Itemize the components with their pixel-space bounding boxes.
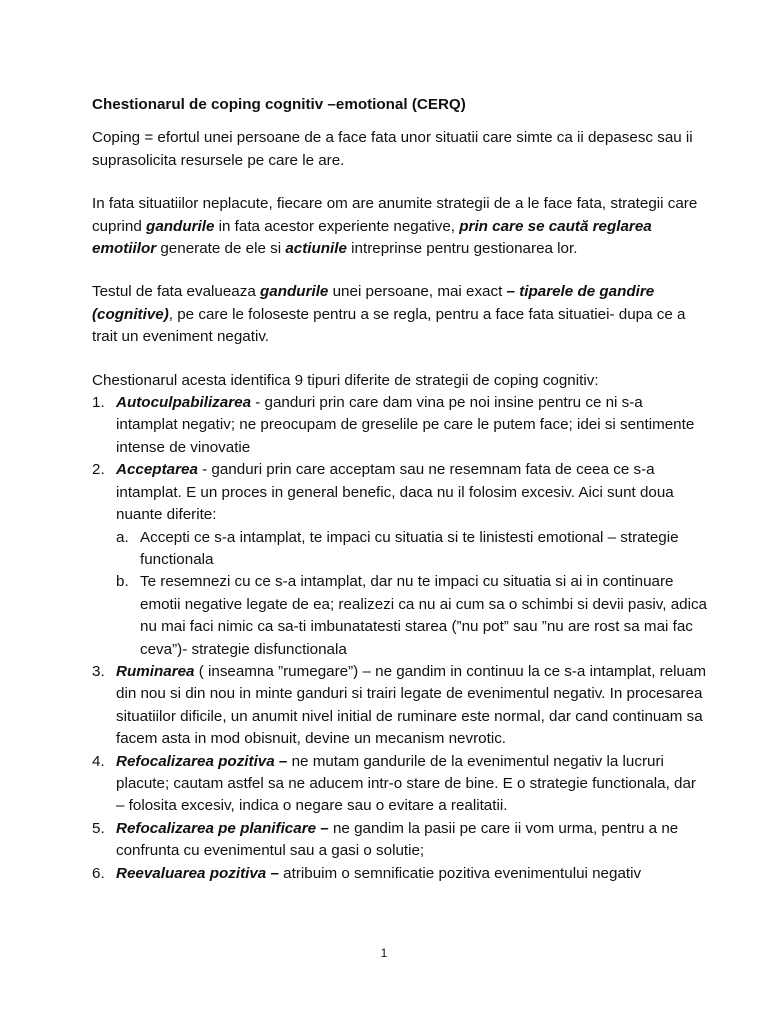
p2-text-3: generate de ele si xyxy=(156,240,286,258)
sublist-item-letter: a. xyxy=(116,528,129,546)
p2-emphasis-gandurile: gandurile xyxy=(146,217,215,235)
coping-definition: Coping = efortul unei persoane de a face fata unor situatii care simte ca ii depasesc sau ii suprasolicita resursele pe care le are. xyxy=(92,129,693,169)
list-item-text: ne mutam gandurile de la evenimentul negativ la lucruri placute; cautam astfel sa ne aducem intr-o stare de bine. E o strategie functionala, dar – folosita excesiv, indica o negare sau o evitare a realitatii. xyxy=(116,752,696,815)
list-item-autoculpabilizarea xyxy=(92,392,708,459)
sublist-item-a xyxy=(116,527,708,572)
p2-text-2: in fata acestor experiente negative, xyxy=(214,217,460,235)
strategies-intro: Chestionarul acesta identifica 9 tipuri diferite de strategii de coping cognitiv: xyxy=(92,371,599,389)
paragraph-strategies xyxy=(92,193,708,260)
document-title: Chestionarul de coping cognitiv –emotional (CERQ) xyxy=(92,96,466,113)
list-item-refocalizarea-pozitiva xyxy=(92,751,708,818)
p2-text-1: In fata situatiilor neplacute, fiecare om are anumite strategii de a le face fata, strategii care cuprind xyxy=(92,195,698,235)
list-item-term: Acceptarea xyxy=(116,461,198,479)
page-number: 1 xyxy=(380,946,388,960)
list-item-number: 4. xyxy=(92,752,105,770)
list-item-text: ne gandim la pasii pe care ii vom urma, pentru a ne confrunta cu evenimentul sau a gasi o solutie; xyxy=(116,819,679,860)
list-item-number: 6. xyxy=(92,864,105,882)
sublist-item-text: Te resemnezi cu ce s-a intamplat, dar nu te impaci cu situatia si ai in continuare emotii negative legate de ea; realizezi ca nu ai cum sa o schimbi si devii pasiv, adica nu mai faci nimic ca sa-ti imbunatatesti starea (”nu pot” sau ”nu are rost sa mai fac ceva”)- strategie disfunctionala xyxy=(140,573,708,658)
p2-emphasis-actiunile: actiunile xyxy=(285,240,347,258)
list-item-term: Autoculpabilizarea xyxy=(116,394,252,412)
strategies-list xyxy=(92,392,708,885)
p3-text-3: , pe care le foloseste pentru a se regla, pentru a face fata situatiei- dupa ce a trait un eveniment negativ. xyxy=(92,305,686,346)
p3-emphasis-gandurile: gandurile xyxy=(260,283,329,301)
list-item-number: 5. xyxy=(92,819,105,837)
list-item-number: 1. xyxy=(92,394,105,412)
p3-emphasis-tiparele: – tiparele de gandire (cognitive) xyxy=(92,283,655,323)
list-item-term: Ruminarea xyxy=(116,662,195,680)
list-item-text: - ganduri prin care acceptam sau ne resemnam fata de ceea ce s-a intamplat. E un proces in general benefic, daca nu il folosim excesiv. Aici sunt doua nuante diferite: xyxy=(116,461,674,524)
list-item-term: Refocalizarea pozitiva – xyxy=(116,752,288,770)
acceptarea-sublist xyxy=(116,527,708,661)
p3-text-2: unei persoane, mai exact xyxy=(328,283,507,301)
list-item-number: 3. xyxy=(92,662,105,680)
p3-text-1: Testul de fata evalueaza xyxy=(92,283,261,301)
sublist-item-text: Accepti ce s-a intamplat, te impaci cu situatia si te linistesti emotional – strategie functionala xyxy=(140,528,679,568)
list-item-acceptarea xyxy=(92,459,708,661)
list-item-refocalizarea-planificare xyxy=(92,818,708,863)
list-item-text: - ganduri prin care dam vina pe noi insine pentru ce ni s-a intamplat negativ; ne preocupam de greselile pe care le putem face; idei si sentimente intense de vinovatie xyxy=(116,394,695,456)
sublist-item-letter: b. xyxy=(116,573,129,591)
p2-emphasis-reglarea: prin care se caută reglarea emotiilor xyxy=(92,217,652,258)
list-item-text: atribuim o semnificatie pozitiva evenimentului negativ xyxy=(278,864,642,882)
sublist-item-b xyxy=(116,571,708,661)
list-item-reevaluarea-pozitiva xyxy=(92,863,708,885)
list-item-text: ( inseamna ”rumegare”) – ne gandim in continuu la ce s-a intamplat, reluam din nou si din nou in minte ganduri si trairi legate de evenimentul negativ. In procesarea situatiilor dificile, un anumit nivel initial de ruminare este normal, dar cand continuam sa facem asta in mod obisnuit, devine un mecanism nevrotic. xyxy=(116,662,707,748)
p2-text-4: intreprinse pentru gestionarea lor. xyxy=(346,240,578,258)
list-item-number: 2. xyxy=(92,461,105,479)
paragraph-test xyxy=(92,281,708,348)
list-item-ruminarea xyxy=(92,661,708,751)
list-item-term: Refocalizarea pe planificare – xyxy=(116,819,329,837)
list-item-term: Reevaluarea pozitiva – xyxy=(116,864,279,882)
